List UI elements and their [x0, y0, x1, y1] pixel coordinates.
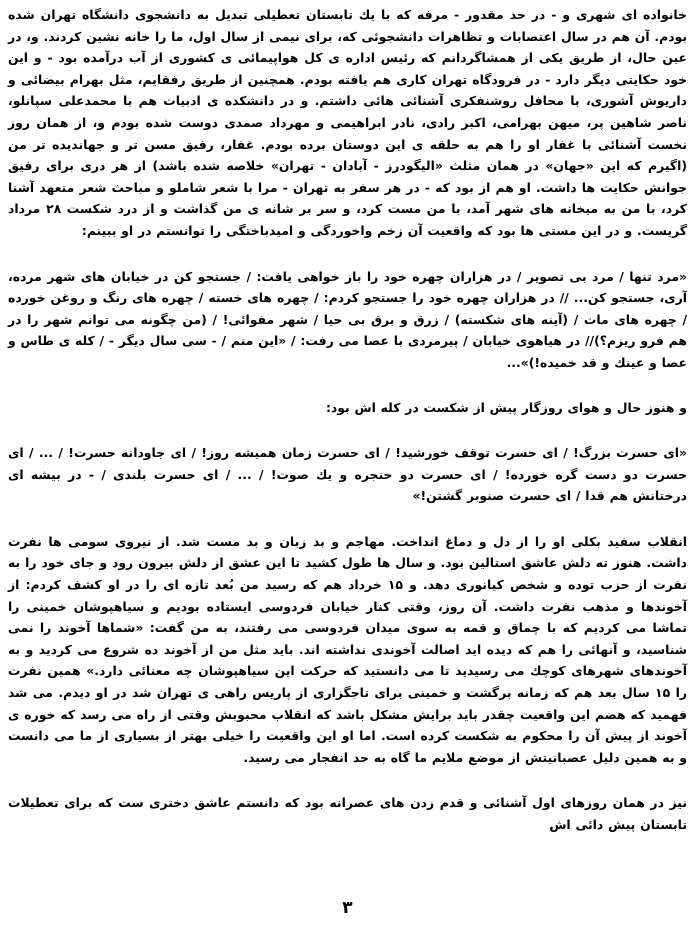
paragraph-white-revolution: انقلاب سفید بکلی او را از دل و دماغ انداخت. مهاجم و بد زبان و بد مست شد. از نیروی سومی ها نفرت داشت. هنوز ته دلش عاشق استالین بود. و سال ها طول کشید تا این عشق از دلش بیرون رود و جای خود را به نفرت از حزب توده و شخص کیانوری دهد. و ۱۵ خرداد هم که رسید من بُعد تازه ای را در او کشف کردم: از آخوندها و مذهب نفرت داشت. آن روز، وقتی کنار خیابان فردوسی ایستاده بودیم و سیاهپوشان خمینی را تماشا می کردیم که با چماق و قمه به سوی میدان فردوسی می رفتند، به من گفت: «شماها آخوند را نمی شناسید، و آنهائی را هم که دیده اید اصالت آخوندی نداشته اند. باید مثل من از آخوند ده شروع می کردید و به آخوندهای شهرهای کوچك می رسیدید تا می دانستید که حرکت این سیاهپوشان چه معنائی دارد.» همین نفرت را ۱۵ سال بعد هم که زمانه برگشت و خمینی برای تاجگزاری از پاریس راهی ی تهران شد در او دیدم. می شد فهمید که هضم این واقعیت چقدر باید برایش مشکل باشد که انقلاب محبوبش وقتی از راه می رسد که خوره ی آخوند از پیش آن را محکوم به شکست کرده است. اما او این واقعیت را خیلی بهتر از بسیاری از ما می دانست و به همین دلیل عصبانیتش از موضع ملایم ما گاه به حد انفجار می رسید.	[8, 533, 687, 765]
page-body	[8, 4, 687, 836]
paragraph-memoir-intro: خانواده ای شهری و - در حد مقدور - مرفه که با یك تابستان تعطیلی تبدیل به دانشجوی دانشگاه تهران شده بودم. آن هم در سال اعتصابات و تظاهرات دانشجوئی که، برای نیمی از سال اول، ما را خانه نشین کردند. و، در عین حال، از طریق یکی از همشاگردانم که رئیس اداره ی کل هواپیمائی ی کشوری از آب درآمده بود - و این خود حکایتی دیگر دارد - در فرودگاه تهران کاری هم یافته بودم. همچنین از طریق رفقایم، مثل بهرام بیضائی و داریوش آشوری، با محافل روشنفکری آشنائی هائی داشتم. و در دانشکده ی ادبیات هم با محمدعلی سپانلو، ناصر شاهین پر، میهن بهرامی، اکبر رادی، نادر ابراهیمی و مهرداد صمدی دوست شده بودم و، از همان روز نخست آشنائی با غفار او را هم به حلقه ی این دوستان برده بودم. غفار، رفیق مسن تر و جهاندیده تر من (اگیرم که این «جهان» در همان مثلث «الیگودرز - آبادان - تهران» خلاصه شده باشد) از هر دری برای رفیق جوانش حکایت ها داشت. او هم از بود که - در هر سفر به تهران - مرا با شعر شاملو و مباحث شعر متعهد آشنا کرد، با من به میخانه های شهر آمد، با من مست کرد، و سر بر شانه ی من گذاشت و از درد شکست ۲۸ مرداد گریست. و در این مستی ها بود که واقعیت آن زخم واخوردگی و امیدباختگی را توانستم در او ببینم:	[7, 7, 687, 238]
paragraph-closing: نیز در همان روزهای اول آشنائی و قدم زدن های عصرانه بود که دانستم عاشق دختری ست که برای تعطیلات تابستان پیش دائی اش	[8, 795, 687, 832]
page-number: ۳	[342, 898, 353, 918]
paragraph-transition: و هنوز حال و هوای روزگار پیش از شکست در کله اش بود:	[325, 399, 687, 415]
paragraph-poem-lonely-man: «مرد تنها / مرد بی تصویر / در هزاران چهره خود را باز خواهی یافت: / جستجو کن در خیابان های شهر مرده، آری، جستجو کن... // در هزاران چهره خود را جستجو کردم: / چهره های خسته / چهره های رنگ و روغن خورده / چهره های مات / (آینه های شکسته) / زرق و برق بی حیا / شهر مفوائی! / (من چگونه می توانم شهر را در هم فرو ریزم؟)// در هیاهوی خیابان / پیرمردی با عصا می رفت: / «این منم / - سی سال دیگر - / کله ی طاس و عصا و عینك و قد خمیده!)»...	[8, 268, 687, 370]
paragraph-poem-regret: «ای حسرت بزرگ! / ای حسرت توقف خورشید! / ای حسرت زمان همیشه روز! / ای جاودانه حسرت! / ... / ای حسرت دو دست گره خورده! / ای حسرت دو حنجره و یك صوت! / ... / ای حسرت بلندی / - در بیشه ای درختانش هم قدا / ای حسرت صنوبر گشتن!»	[8, 445, 687, 504]
